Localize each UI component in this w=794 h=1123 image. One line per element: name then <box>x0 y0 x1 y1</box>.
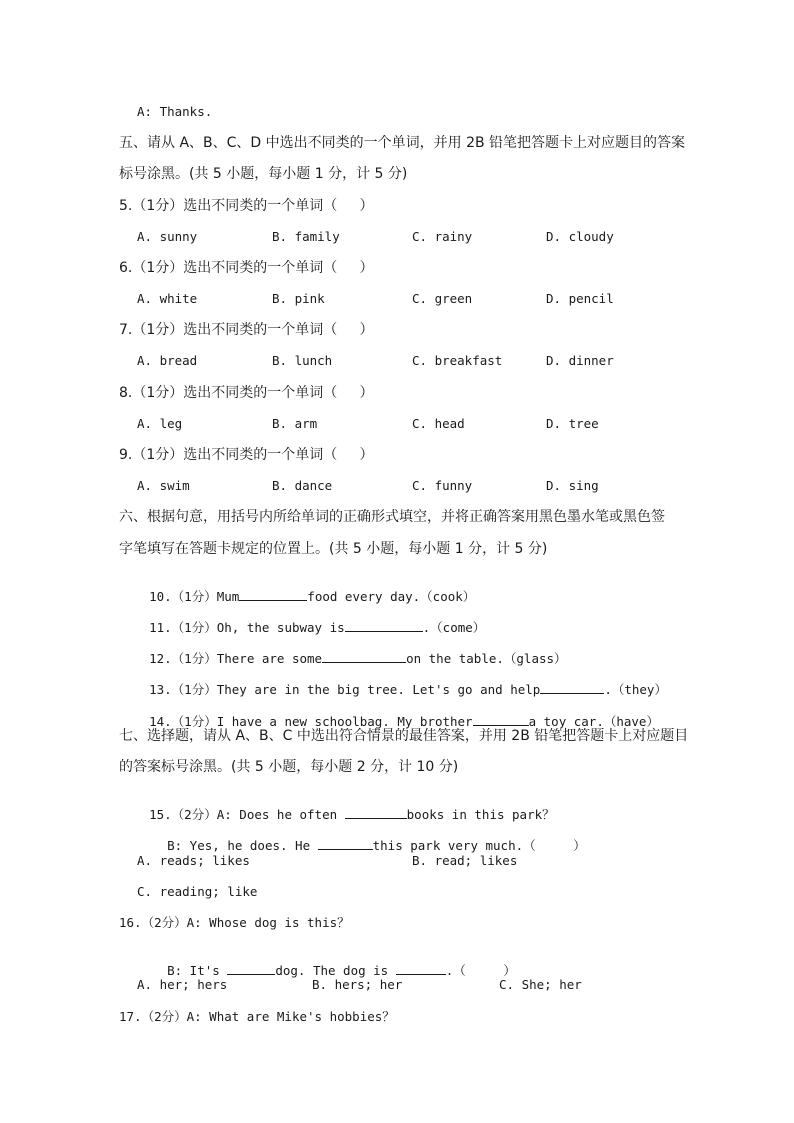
q7-option-c: C. breakfast <box>412 353 503 368</box>
q16-option-b: B. hers; her <box>312 977 403 992</box>
q5-option-b: B. family <box>272 229 340 244</box>
q16b-blank-2 <box>396 962 446 975</box>
question-16-line-a: 16.（2分）A: Whose dog is this？ <box>119 915 350 930</box>
q15b-text-after: this park very much.（ ） <box>372 838 586 853</box>
q9-option-a: A. swim <box>137 478 190 493</box>
q12-answer-blank[interactable] <box>322 650 406 663</box>
q16b-text-middle: dog. The dog is <box>275 963 396 978</box>
q15a-text-before: 15.（2分）A: Does he often <box>149 807 345 822</box>
q13-text-after: .（they） <box>604 682 667 697</box>
q10-text-after: food every day.（cook） <box>307 589 476 604</box>
q15-option-b: B. read; likes <box>412 853 518 868</box>
q6-option-d: D. pencil <box>546 291 614 306</box>
q13-answer-blank[interactable] <box>540 681 604 694</box>
q9-option-b: B. dance <box>272 478 333 493</box>
q5-option-a: A. sunny <box>137 229 198 244</box>
section-5-title-line-2: 标号涂黑。(共 5 小题，每小题 1 分，计 5 分) <box>119 166 408 182</box>
q10-answer-blank[interactable] <box>239 588 307 601</box>
q16b-text-after: .（ ） <box>445 963 516 978</box>
q12-text-after: on the table.（glass） <box>406 651 567 666</box>
q15b-blank <box>318 837 373 850</box>
dialogue-line: A: Thanks. <box>137 104 213 119</box>
q16b-blank-1 <box>227 962 275 975</box>
q16-option-a: A. her; hers <box>137 977 228 992</box>
q13-text-before: 13.（1分）They are in the big tree. Let's go and help <box>149 682 541 697</box>
question-8: 8.（1分）选出不同类的一个单词（ ） <box>119 385 374 401</box>
q16-option-c: C. She; her <box>499 977 582 992</box>
q8-option-a: A. leg <box>137 416 183 431</box>
q7-option-a: A. bread <box>137 353 198 368</box>
q9-option-d: D. sing <box>546 478 599 493</box>
q6-option-c: C. green <box>412 291 473 306</box>
section-6-title-line-2: 字笔填写在答题卡规定的位置上。(共 5 小题，每小题 1 分，计 5 分) <box>119 541 548 557</box>
q15a-text-after: books in this park？ <box>406 807 555 822</box>
question-6: 6.（1分）选出不同类的一个单词（ ） <box>119 260 374 276</box>
q11-text-before: 11.（1分）Oh, the subway is <box>149 620 345 635</box>
q6-option-a: A. white <box>137 291 198 306</box>
q10-text-before: 10.（1分）Mum <box>149 589 240 604</box>
q15a-blank <box>345 806 407 819</box>
question-7: 7.（1分）选出不同类的一个单词（ ） <box>119 322 374 338</box>
q12-text-before: 12.（1分）There are some <box>149 651 323 666</box>
q7-option-d: D. dinner <box>546 353 614 368</box>
q14-text-before: 14.（1分）I have a new schoolbag. My brother <box>149 714 473 729</box>
question-5: 5.（1分）选出不同类的一个单词（ ） <box>119 198 374 214</box>
q8-option-d: D. tree <box>546 416 599 431</box>
q5-option-c: C. rainy <box>412 229 473 244</box>
q14-text-after: a toy car.（have） <box>528 714 659 729</box>
question-17-line-a: 17.（2分）A: What are Mike's hobbies？ <box>119 1009 395 1024</box>
q15-option-a: A. reads; likes <box>137 853 250 868</box>
q9-option-c: C. funny <box>412 478 473 493</box>
q15b-text-before: B: Yes, he does. He <box>167 838 318 853</box>
q8-option-b: B. arm <box>272 416 318 431</box>
q11-answer-blank[interactable] <box>345 619 423 632</box>
q5-option-d: D. cloudy <box>546 229 614 244</box>
section-7-title-line-2: 的答案标号涂黑。(共 5 小题，每小题 2 分，计 10 分) <box>119 759 459 775</box>
q8-option-c: C. head <box>412 416 465 431</box>
q11-text-after: .（come） <box>422 620 486 635</box>
section-7-title-line-1: 七、选择题，请从 A、B、C 中选出符合情景的最佳答案，并用 2B 铅笔把答题卡上对应题目 <box>119 728 689 744</box>
q6-option-b: B. pink <box>272 291 325 306</box>
section-6-title-line-1: 六、根据句意，用括号内所给单词的正确形式填空，并将正确答案用黑色墨水笔或黑色签 <box>119 509 665 525</box>
q14-answer-blank[interactable] <box>473 713 529 726</box>
question-9: 9.（1分）选出不同类的一个单词（ ） <box>119 447 374 463</box>
q15-option-c: C. reading; like <box>137 884 258 899</box>
q16b-text-before: B: It's <box>167 963 228 978</box>
section-5-title-line-1: 五、请从 A、B、C、D 中选出不同类的一个单词，并用 2B 铅笔把答题卡上对应题目的答案 <box>119 135 686 151</box>
q7-option-b: B. lunch <box>272 353 333 368</box>
